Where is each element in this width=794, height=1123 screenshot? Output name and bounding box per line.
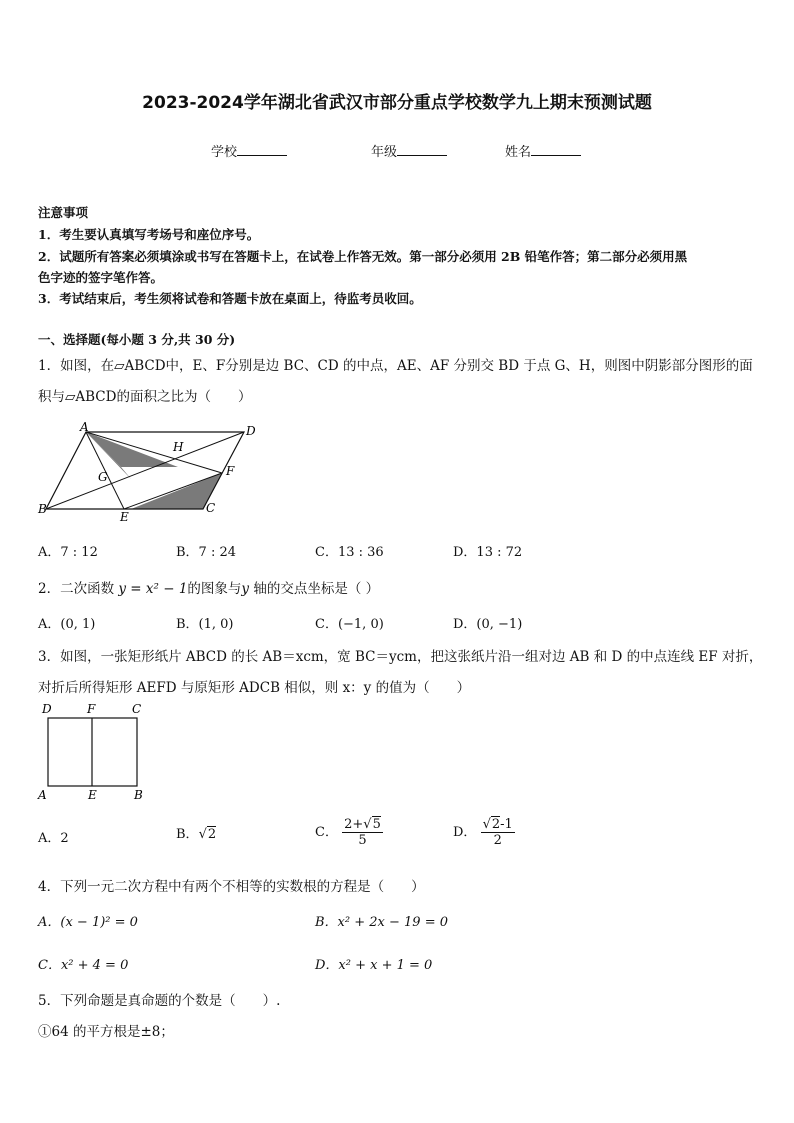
notice-item-2: 2．试题所有答案必须填涂或书写在答题卡上，在试卷上作答无效。第一部分必须用 2B 铅笔作答；第二部分必须用黑 [38,249,688,264]
q3-option-d-fraction [481,817,515,848]
q4-option-b[interactable]: B．x² + 2x − 19 = 0 [315,915,448,930]
q1-label-b: B [38,502,47,516]
q2-stem-post: 的图象与 [187,581,242,597]
notice-item-2-cont: 色字迹的签字笔作答。 [38,270,164,285]
q1-option-b[interactable]: B．7 : 24 [176,545,237,560]
school-field[interactable] [211,141,287,160]
q1-label-f: F [226,464,235,478]
q3-option-d-num-b: -1 [500,817,513,832]
page-title: 2023-2024学年湖北省武汉市部分重点学校数学九上期末预测试题 [142,93,652,113]
q3-label-e: E [88,788,97,802]
notice-item-1: 1．考生要认真填写考场号和座位序号。 [38,227,260,242]
q1-label-c: C [206,501,216,515]
name-label: 姓名 [505,145,532,160]
section-heading: 一、选择题(每小题 3 分,共 30 分) [38,332,236,347]
q1-stem-line2: 积与▱ABCD的面积之比为（ ） [38,389,252,405]
q1-label-g: G [98,470,108,484]
school-blank[interactable] [237,144,287,156]
q3-option-d[interactable] [453,817,515,848]
q4-stem: 4．下列一元二次方程中有两个不相等的实数根的方程是（ ） [38,879,425,895]
q3-option-b-radicand: 2 [207,827,217,842]
q1-label-h: H [173,440,184,454]
q3-stem-line1: 3．如图，一张矩形纸片 ABCD 的长 AB＝xcm，宽 BC＝ycm，把这张纸片沿一组对边 AB 和 D 的中点连线 EF 对折， [38,649,763,665]
q2-option-b[interactable]: B．(1, 0) [176,617,234,632]
q3-option-c-denominator: 5 [358,833,367,848]
q3-label-b: B [134,788,143,802]
q3-option-a[interactable]: A．2 [38,831,69,846]
q3-label-d: D [42,702,52,716]
q4-option-a[interactable]: A．(x − 1)² = 0 [38,915,138,930]
q3-option-d-denominator: 2 [493,833,502,848]
q1-label-e: E [120,510,129,524]
q3-option-c-fraction [342,817,383,848]
q1-stem-line1: 1．如图，在▱ABCD中，E、F分别是边 BC、CD 的中点，AE、AF 分别交 BD 于点 G、H，则图中阴影部分图形的面 [38,358,753,374]
q3-label-a: A [38,788,47,802]
q1-option-a[interactable]: A．7 : 12 [38,545,98,560]
name-field[interactable] [505,141,581,160]
q2-stem [38,577,379,597]
notice-item-3: 3．考试结束后，考生须将试卷和答题卡放在桌面上，待监考员收回。 [38,291,422,306]
q3-option-c-numerator [342,817,383,833]
sqrt-icon: √ [363,817,372,832]
q3-rectangle-figure [34,700,154,808]
sqrt-icon: √ [482,817,491,832]
school-label: 学校 [211,145,238,160]
q3-label-f: F [87,702,96,716]
q2-option-d[interactable]: D．(0, −1) [453,617,523,632]
q3-option-d-prefix: D． [453,825,477,840]
q3-option-d-num-radicand: 2 [491,817,501,832]
q2-option-a[interactable]: A．(0, 1) [38,617,96,632]
q3-label-c: C [132,702,142,716]
q3-option-c-prefix: C． [315,825,338,840]
q3-option-d-numerator [481,817,515,833]
q1-parallelogram-figure [36,418,266,528]
q2-stem-pre: 2．二次函数 [38,581,119,597]
name-blank[interactable] [531,144,581,156]
sqrt-icon: √ [198,827,207,842]
grade-field[interactable] [371,141,447,160]
q3-option-c-num-radicand: 5 [372,817,381,832]
q1-label-d: D [246,424,256,438]
q1-shaded-triangle-upper-2 [86,432,178,467]
q1-label-a: A [80,420,89,434]
q3-option-b[interactable] [176,823,216,842]
q3-option-c-num-a: 2+ [344,817,364,832]
q1-option-d[interactable]: D．13 : 72 [453,545,523,560]
q2-function-expr: y = x² − 1 [118,581,188,597]
q4-option-d[interactable]: D．x² + x + 1 = 0 [315,958,433,973]
q3-option-b-prefix: B． [176,827,199,842]
q2-option-c[interactable]: C．(−1, 0) [315,617,384,632]
q5-item-1: ①64 的平方根是±8； [38,1024,174,1040]
q1-option-c[interactable]: C．13 : 36 [315,545,384,560]
grade-blank[interactable] [397,144,447,156]
q3-stem-line2: 对折后所得矩形 AEFD 与原矩形 ADCB 相似，则 x：y 的值为（ ） [38,680,471,696]
q3-option-c[interactable] [315,817,383,848]
q2-stem-post2: 轴的交点坐标是（ ） [249,581,380,597]
notice-heading: 注意事项 [38,205,89,220]
q2-axis-var: y [241,581,250,597]
q5-stem: 5．下列命题是真命题的个数是（ ）. [38,993,281,1009]
q4-option-c[interactable]: C．x² + 4 = 0 [38,958,129,973]
grade-label: 年级 [371,145,398,160]
